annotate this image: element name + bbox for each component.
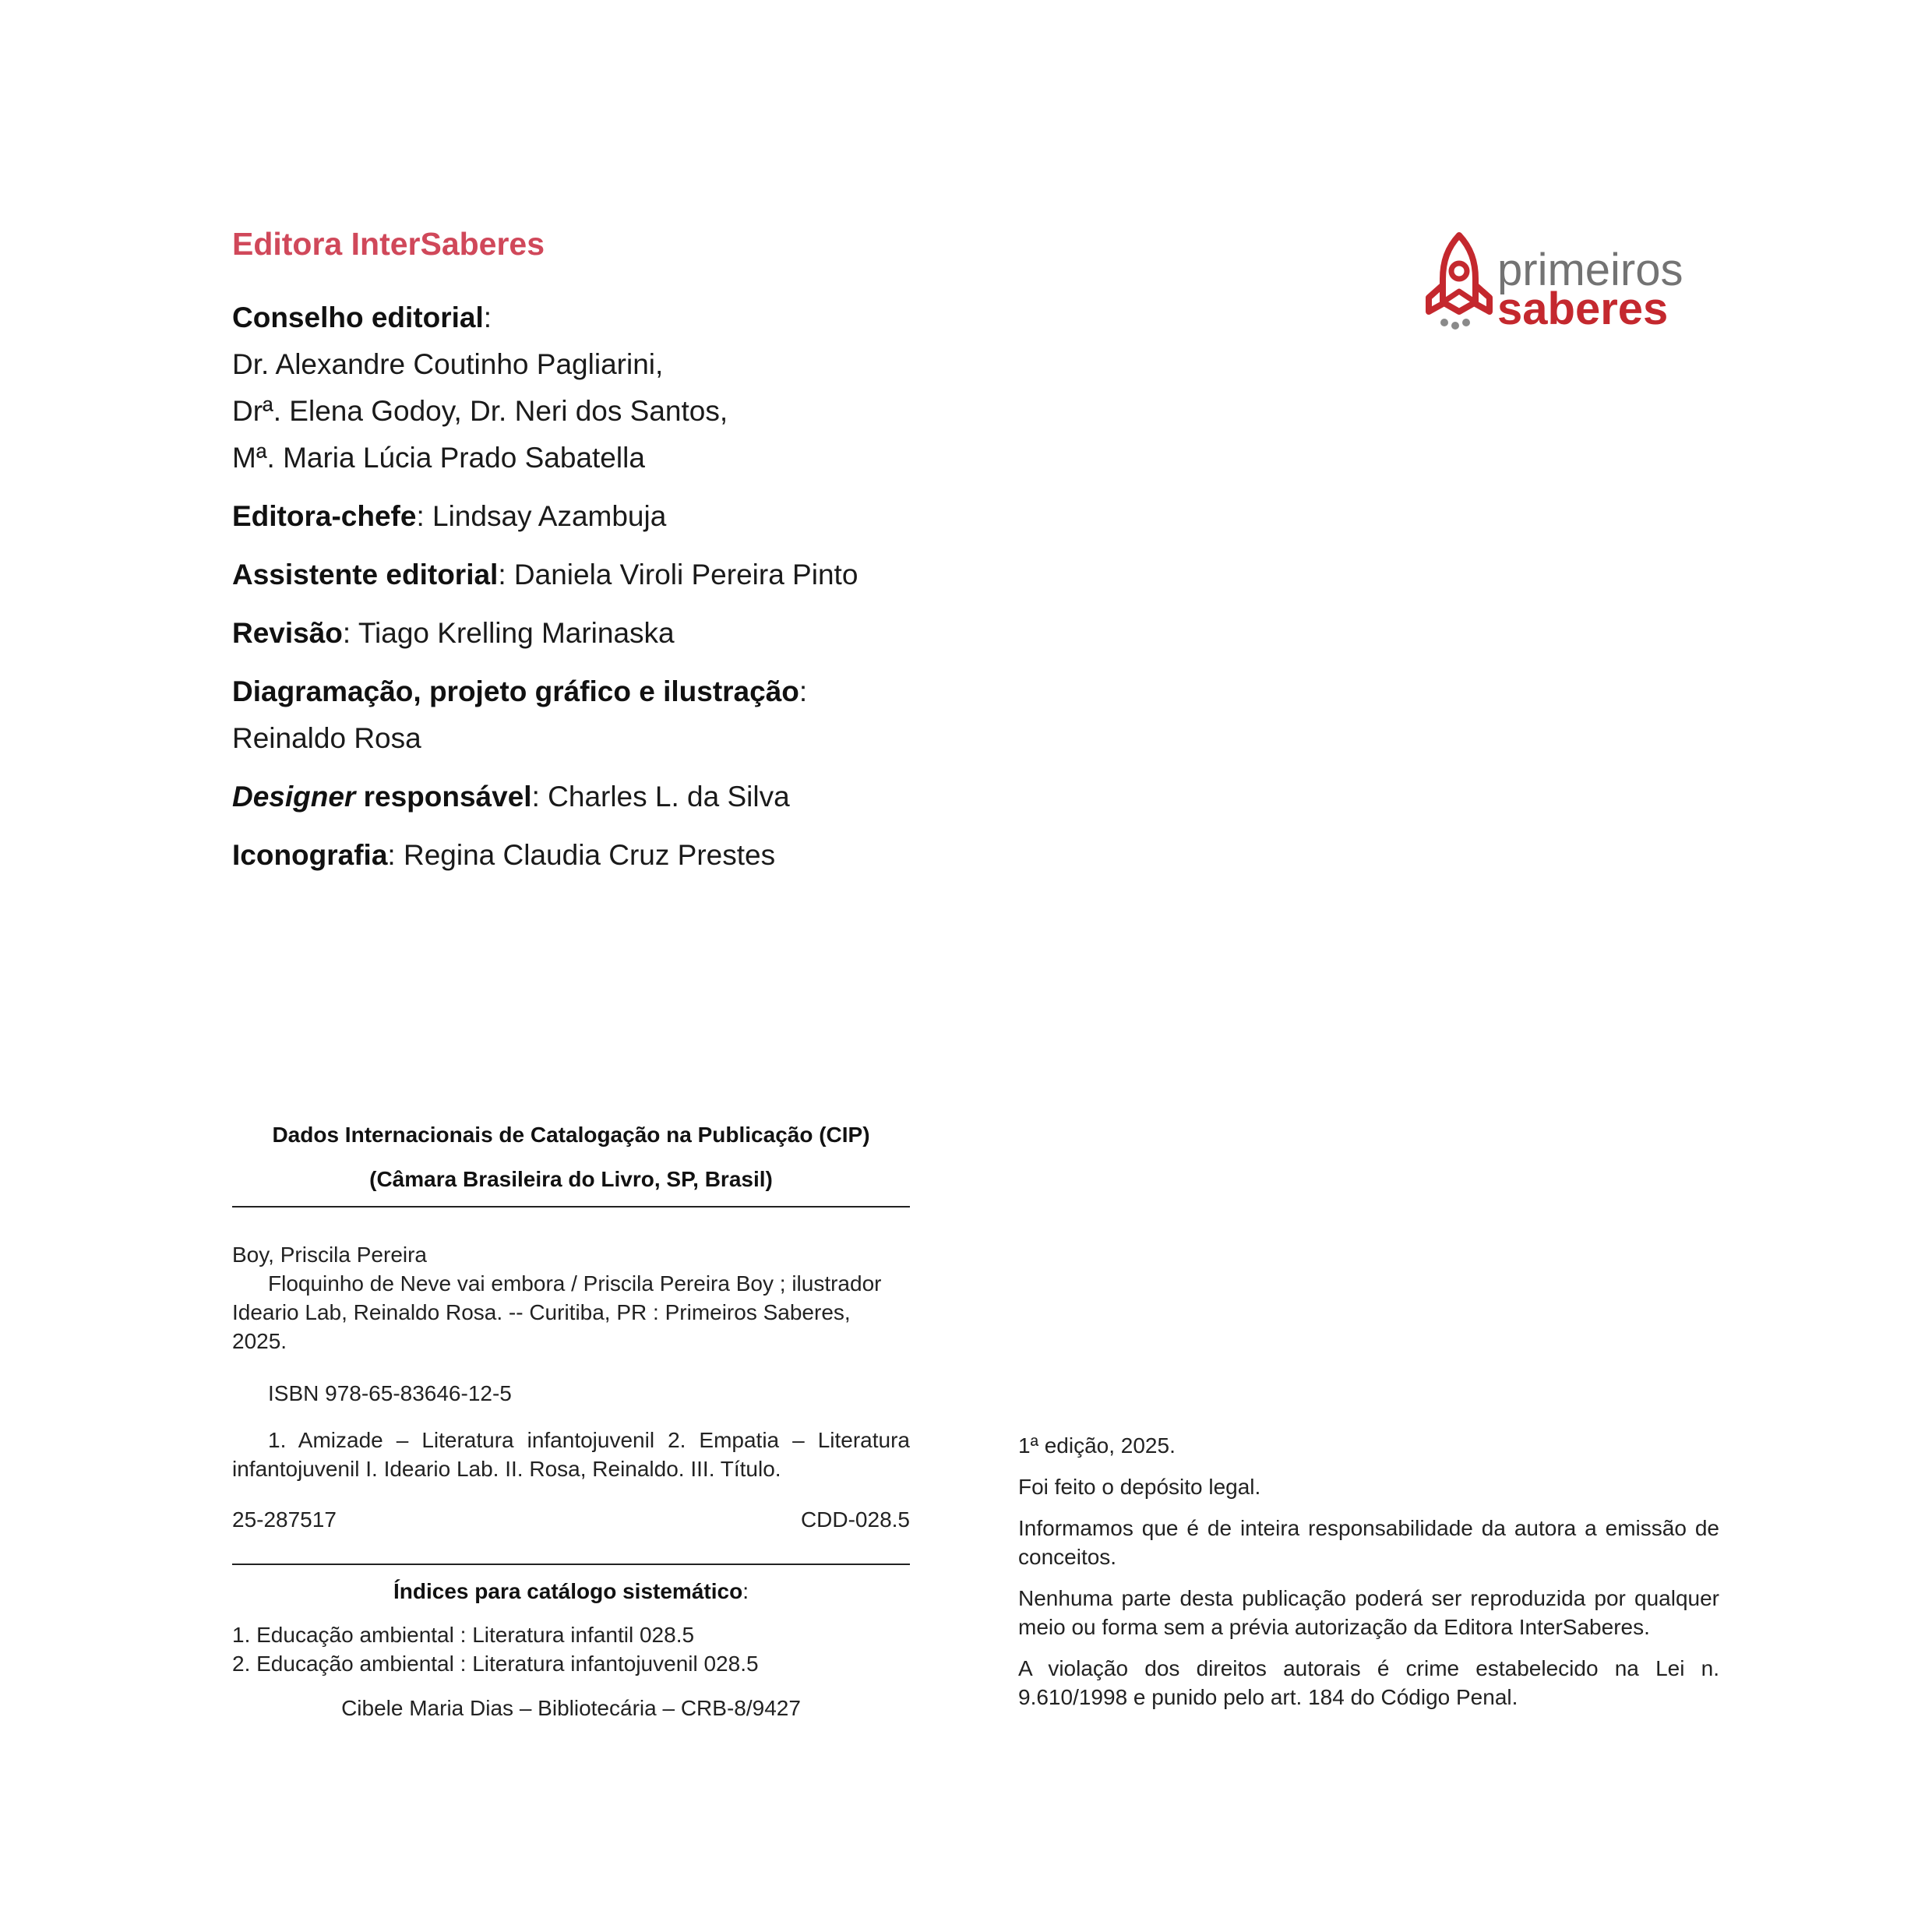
cdd-code: CDD-028.5 [800,1507,910,1532]
cip-title-line2: (Câmara Brasileira do Livro, SP, Brasil) [369,1167,773,1191]
separator: : [342,617,351,649]
responsibility-note: Informamos que é de inteira responsabilidade da autora a emissão de conceitos. [1018,1516,1719,1569]
assistant-label: Assistente editorial [232,559,499,591]
deposit-note: Foi feito o depósito legal. [1018,1475,1261,1499]
cip-isbn [232,1379,910,1408]
designer-label [232,781,532,813]
assistant-editor-line [232,552,1011,598]
publisher-name: Editora InterSaberes [232,226,545,262]
cip-title-line1: Dados Internacionais de Catalogação na Publicação (CIP) [272,1123,870,1147]
cip-author: Boy, Priscila Pereira [232,1243,428,1267]
cip-record-row [232,1505,910,1534]
layout-name: Reinaldo Rosa [232,722,421,754]
separator: : [531,781,540,813]
index-list [232,1620,910,1678]
divider-bottom [232,1564,910,1565]
board-member: Drª. Elena Godoy, Dr. Neri dos Santos, [232,395,728,427]
edition-note: 1ª edição, 2025. [1018,1433,1176,1458]
index-title-text: Índices para catálogo sistemático [393,1579,743,1603]
iconography-line [232,832,1011,879]
designer-label-rest: responsável [363,781,532,813]
board-member: Dr. Alexandre Coutinho Pagliarini, [232,348,664,380]
assistant-name: Daniela Viroli Pereira Pinto [513,559,858,591]
isbn-text: ISBN 978-65-83646-12-5 [268,1381,512,1405]
index-item: 1. Educação ambiental : Literatura infantil 028.5 [232,1623,695,1647]
chief-name: Lindsay Azambuja [432,500,667,532]
separator: : [416,500,425,532]
subjects-text: 1. Amizade – Literatura infantojuvenil 2. Empatia – Literatura infantojuvenil I. Ideario Lab. II. Rosa, Reinaldo. III. Título. [232,1428,910,1481]
revision-line [232,610,1011,657]
iconography-name: Regina Claudia Cruz Prestes [403,839,776,871]
revision-name: Tiago Krelling Marinaska [358,617,675,649]
record-number: 25-287517 [232,1507,337,1532]
designer-name: Charles L. da Silva [548,781,790,813]
divider-top [232,1206,910,1208]
board-member: Mª. Maria Lúcia Prado Sabatella [232,442,645,474]
logo-word-saberes: saberes [1497,284,1669,334]
chief-editor-line [232,493,1011,540]
separator: : [498,559,506,591]
layout-label: Diagramação, projeto gráfico e ilustração [232,675,799,707]
rocket-icon [1424,231,1494,332]
index-item: 2. Educação ambiental : Literatura infantojuvenil 028.5 [232,1652,759,1676]
cip-title [232,1112,910,1201]
violation-note: A violação dos direitos autorais é crime estabelecido na Lei n. 9.610/1998 e punido pelo art. 184 do Código Penal. [1018,1656,1719,1709]
designer-label-italic: Designer [232,781,356,813]
separator: : [483,301,492,333]
separator: : [799,675,808,707]
board-label: Conselho editorial [232,301,484,333]
cip-description-text: Floquinho de Neve vai embora / Priscila Pereira Boy ; ilustrador Ideario Lab, Reinaldo Rosa. -- Curitiba, PR : Primeiros Saberes, 2025. [232,1271,882,1353]
separator: : [387,839,396,871]
designer-line [232,774,1011,820]
layout-heading [232,668,1011,715]
librarian-credit: Cibele Maria Dias – Bibliotecária – CRB-8/9427 [341,1696,801,1720]
revision-label: Revisão [232,617,343,649]
board-heading [232,294,1011,341]
reproduction-note: Nenhuma parte desta publicação poderá ser reproduzida por qualquer meio ou forma sem a prévia autorização da Editora InterSaberes. [1018,1586,1719,1639]
iconography-label: Iconografia [232,839,388,871]
editorial-credits [232,294,1011,879]
cip-description [232,1269,910,1356]
legal-notes [1018,1431,1719,1724]
cip-subjects [232,1426,910,1483]
index-title: Índices para catálogo sistemático: [393,1579,749,1603]
logo-word-primeiros: primeiros [1497,245,1683,295]
chief-label: Editora-chefe [232,500,417,532]
